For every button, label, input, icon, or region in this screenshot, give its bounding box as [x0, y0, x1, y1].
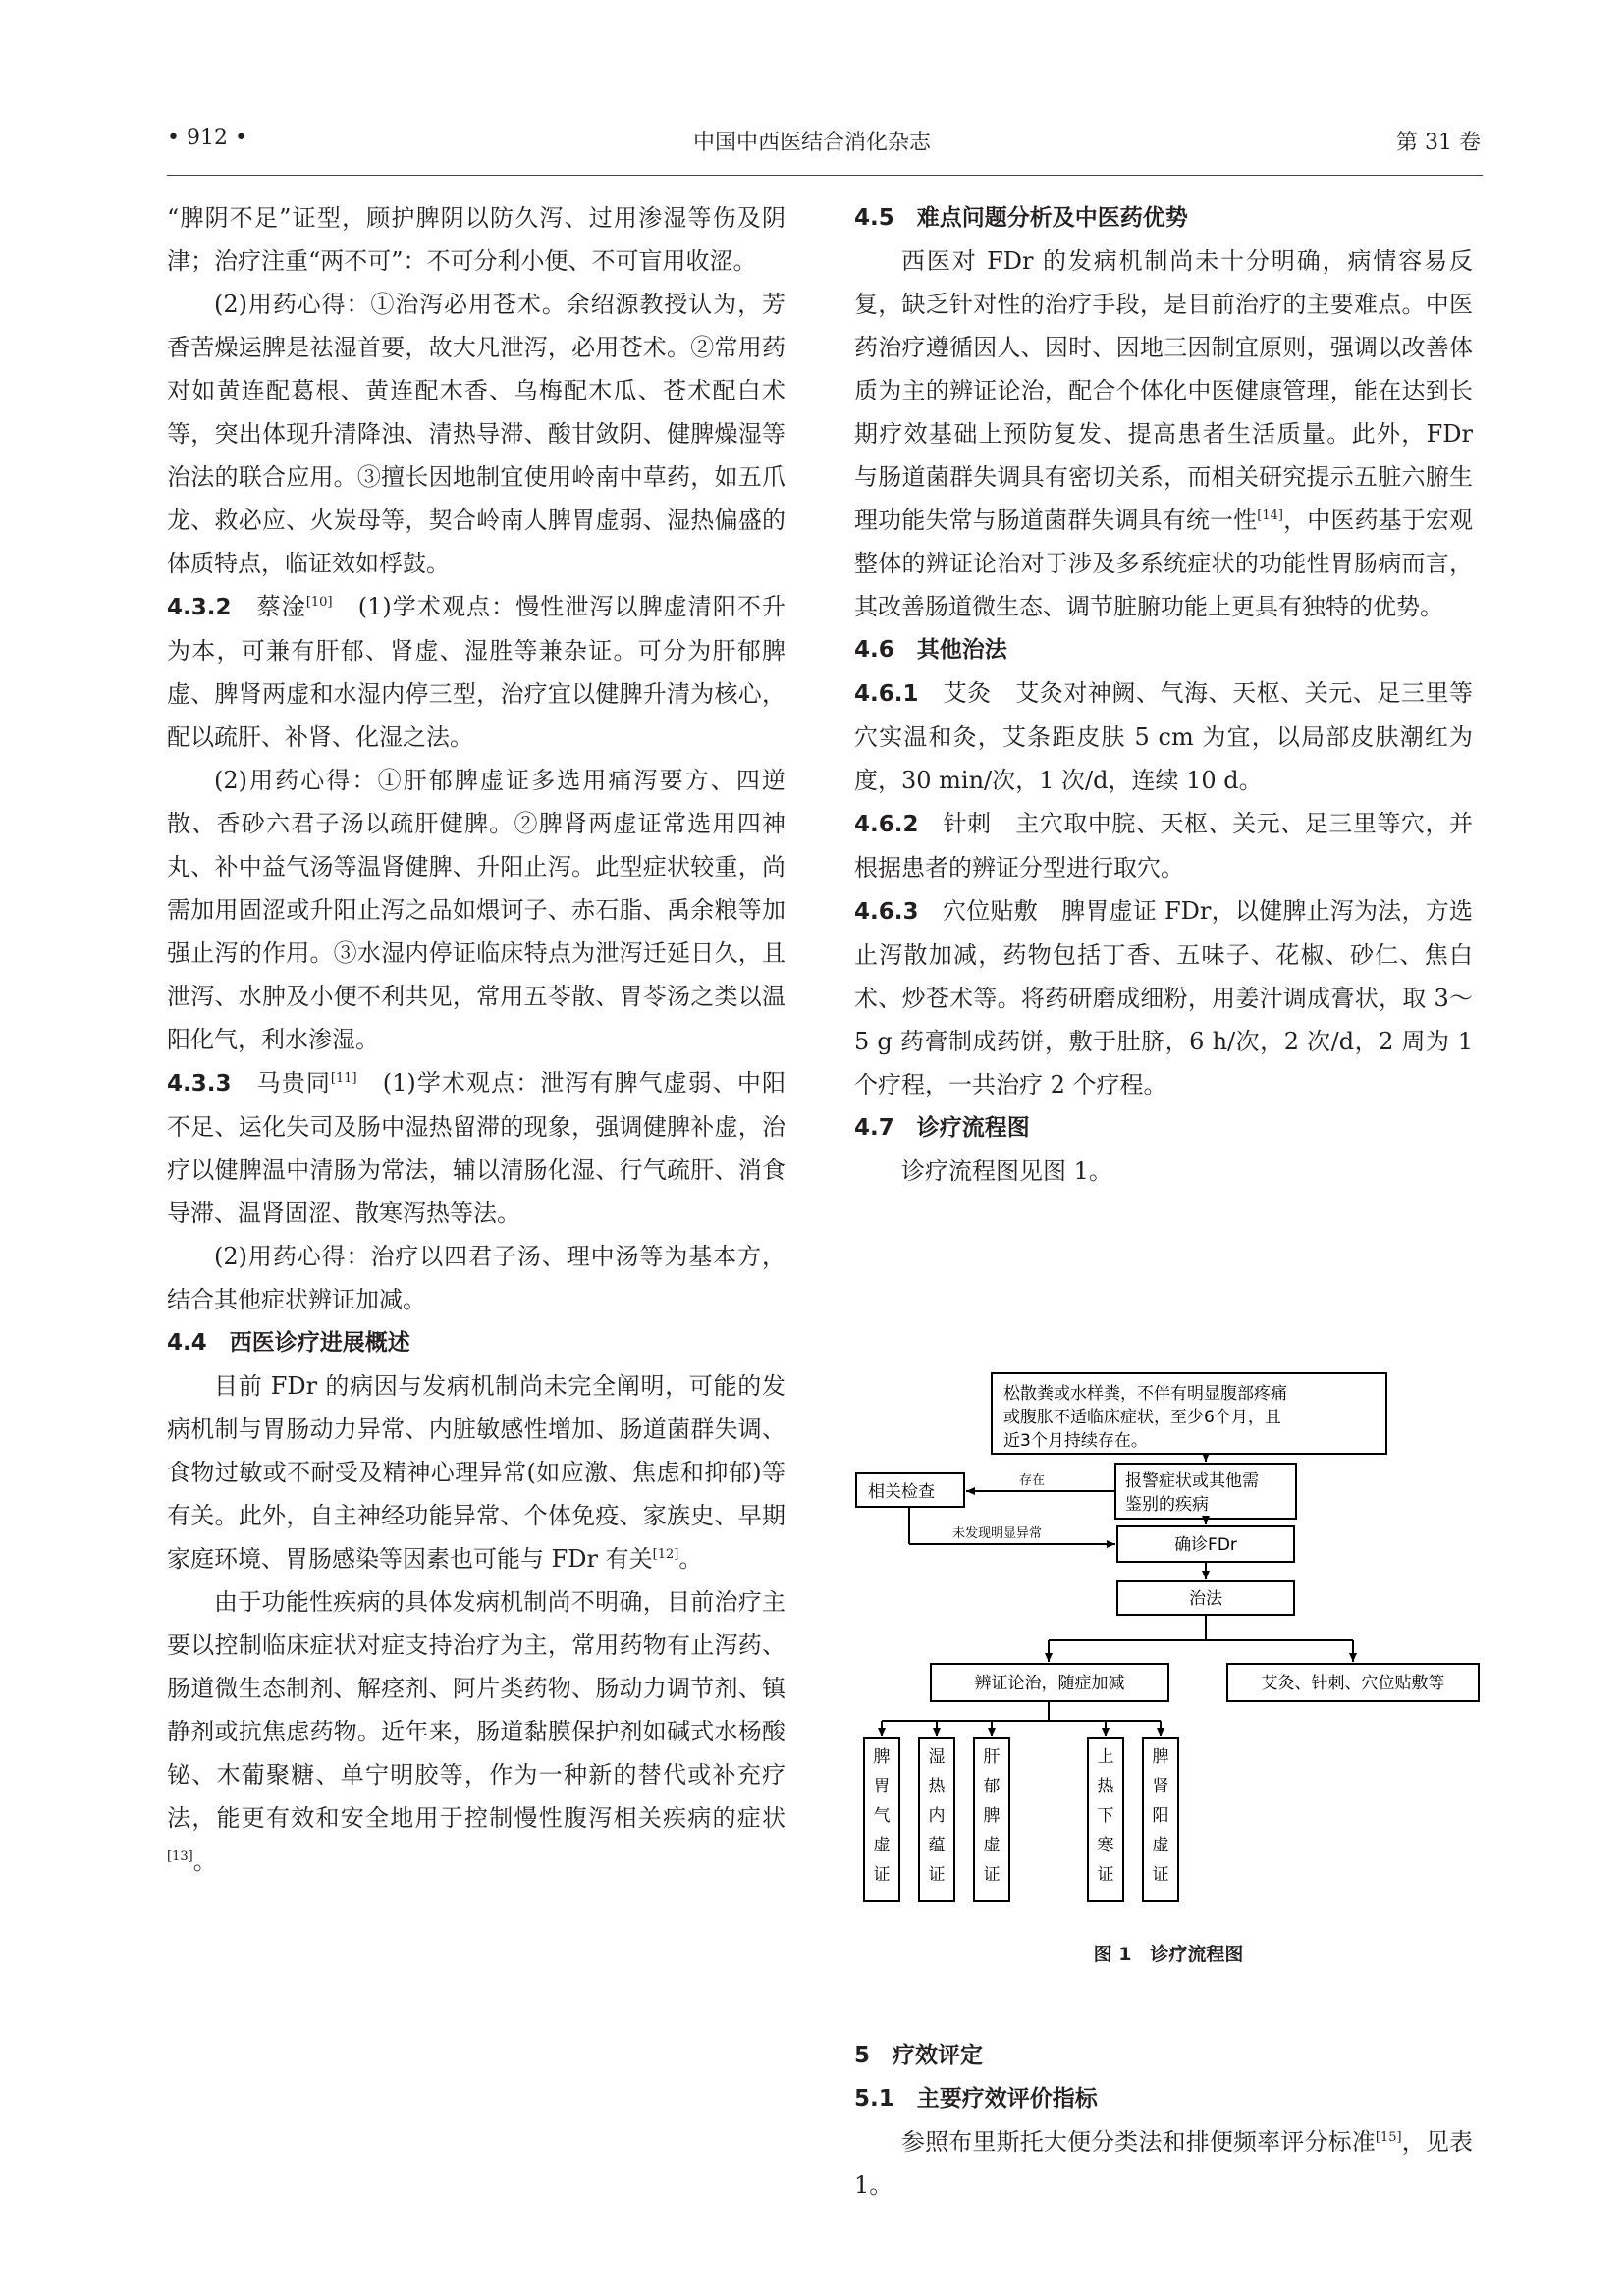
subsection-paragraph: [854, 671, 1473, 802]
paragraph: [854, 240, 1473, 628]
heading-text: 主要疗效评价指标: [916, 2086, 1098, 2111]
other-therapies-label: 艾灸、针刺、穴位贴敷等: [1261, 1674, 1445, 1693]
confirm-fdr-label: 确诊FDr: [1174, 1535, 1237, 1555]
syndrome-label-5: 脾肾阳虚证: [1152, 1747, 1169, 1885]
paragraph-text: 主穴取中脘、天枢、关元、足三里等穴，并根据患者的辨证分型进行取穴。: [854, 810, 1474, 881]
left-column: [167, 196, 785, 1883]
criteria-line-1: 松散粪或水样粪，不伴有明显腹部疼痛: [1003, 1384, 1287, 1404]
criteria-line-2: 或腹胀不适临床症状，至少6个月，且: [1003, 1408, 1281, 1427]
subsection-name: 蔡淦: [256, 593, 306, 620]
treatment-label: 治法: [1189, 1589, 1222, 1609]
citation: [11]: [330, 1071, 357, 1086]
subsection-number: 4.3.2: [167, 595, 232, 620]
paragraph-text: (2)用药心得：①治泻必用苍术。余绍源教授认为，芳香苦燥运脾是祛湿首要，故大凡泄泻，必用苍术。②常用药对如黄连配葛根、黄连配木香、乌梅配木瓜、苍术配白术等，突出体现升清降浊、清热导滞、酸甘敛阴、健脾燥湿等治法的联合应用。③擅长因地制宜使用岭南中草药，如五爪龙、救必应、火炭母等，契合岭南人脾胃虚弱、湿热偏盛的体质特点，临证效如桴鼓。: [167, 291, 785, 577]
right-column-bottom: [854, 2034, 1473, 2207]
paragraph: [167, 1580, 785, 1883]
heading-number: 4.5: [854, 205, 894, 231]
volume-label: 第 31 卷: [1396, 131, 1481, 155]
subsection-paragraph: [167, 585, 785, 759]
figure-caption: 图 1 诊疗流程图: [1093, 1944, 1244, 1965]
section-heading: [854, 2077, 1473, 2120]
criteria-line-3: 近3个月持续存在。: [1003, 1431, 1148, 1451]
citation: [15]: [1375, 2130, 1402, 2145]
heading-text: 难点问题分析及中医药优势: [916, 205, 1188, 231]
paragraph-text: 艾灸对神阙、气海、天枢、关元、足三里等穴实温和灸，艾条距皮肤 5 cm 为宜，以局部皮肤潮红为度，30 min/次，1 次/d，连续 10 d。: [854, 679, 1474, 794]
diagnosis-flowchart: [854, 1360, 1483, 1909]
syndrome-label-2: 湿热内蕴证: [928, 1747, 946, 1885]
paragraph: [854, 2120, 1473, 2207]
citation: [12]: [652, 1547, 679, 1562]
paragraph-tail: 。: [192, 1847, 217, 1875]
journal-title: 中国中西医结合消化杂志: [692, 131, 931, 155]
citation: [14]: [1257, 508, 1283, 523]
subsection-number: 4.6.1: [854, 681, 919, 707]
subsection-number: 4.6.2: [854, 812, 919, 837]
heading-text: 其他治法: [916, 637, 1007, 663]
section-heading: [854, 628, 1473, 671]
subsection-number: 4.6.3: [854, 899, 919, 925]
tcm-syndrome-label: 辨证论治，随症加减: [974, 1674, 1125, 1693]
paragraph: [167, 196, 785, 283]
section-heading: [167, 1321, 785, 1364]
right-column-top: [854, 196, 1473, 1193]
citation: [10]: [305, 595, 333, 610]
paragraph-text: 目前 FDr 的病因与发病机制尚未完全阐明，可能的发病机制与胃肠动力异常、内脏敏感性增加、肠道菌群失调、食物过敏或不耐受及精神心理异常(如应激、焦虑和抑郁)等有关。此外，自主神经功能异常、个体免疫、家族史、早期家庭环境、胃肠感染等因素也可能与 FDr 有关: [167, 1372, 785, 1573]
paragraph-text: 西医对 FDr 的发病机制尚未十分明确，病情容易反复，缺乏针对性的治疗手段，是目前治疗的主要难点。中医药治疗遵循因人、因时、因地三因制宜原则，强调以改善体质为主的辨证论治，配合个体化中医健康管理，能在达到长期疗效基础上预防复发、提高患者生活质量。此外，FDr 与肠道菌群失调具有密切关系，而相关研究提示五脏六腑生理功能失常与肠道菌群失调具有统一性: [854, 247, 1473, 534]
subsection-name: 艾灸: [943, 679, 992, 707]
alarm-line-2: 鉴别的疾病: [1125, 1495, 1209, 1515]
section-heading: [854, 2034, 1473, 2077]
exists-label: 存在: [1019, 1473, 1046, 1488]
heading-number: 4.6: [854, 637, 894, 663]
paragraph-tail: 。: [678, 1545, 703, 1573]
syndrome-label-3: 肝郁脾虚证: [983, 1747, 1001, 1885]
heading-number: 5: [854, 2043, 871, 2068]
paragraph-text: (1)学术观点：泄泻有脾气虚弱、中阳不足、运化失司及肠中湿热留滞的现象，强调健脾补虚，治疗以健脾温中清肠为常法，辅以清肠化湿、行气疏肝、消食导滞、温肾固涩、散寒泻热等法。: [167, 1069, 786, 1227]
paragraph: [167, 283, 785, 585]
syndrome-label-1: 脾胃气虚证: [873, 1747, 891, 1885]
page-number: • 912 •: [167, 126, 247, 150]
heading-text: 疗效评定: [893, 2043, 984, 2068]
subsection-paragraph: [854, 802, 1473, 889]
alarm-line-1: 报警症状或其他需: [1125, 1471, 1259, 1491]
paragraph-text: “脾阴不足”证型，顾护脾阴以防久泻、过用渗湿等伤及阴津；治疗注重“两不可”：不可分利小便、不可盲用收涩。: [167, 204, 785, 275]
paragraph: [167, 759, 785, 1061]
paragraph: [167, 1364, 785, 1580]
heading-text: 诊疗流程图: [916, 1115, 1030, 1141]
paragraph-tail: ，中医药基于宏观整体的辨证论治对于涉及多系统症状的功能性胃肠病而言，其改善肠道微生态、调节脏腑功能上更具有独特的优势。: [854, 507, 1474, 620]
heading-number: 4.4: [167, 1330, 207, 1356]
paragraph: [854, 1149, 1473, 1193]
subsection-number: 4.3.3: [167, 1071, 232, 1096]
paragraph-text: (2)用药心得：①肝郁脾虚证多选用痛泻要方、四逆散、香砂六君子汤以疏肝健脾。②脾肾两虚证常选用四神丸、补中益气汤等温肾健脾、升阳止泻。此型症状较重，尚需加用固涩或升阳止泻之品如煨诃子、赤石脂、禹余粮等加强止泻的作用。③水湿内停证临床特点为泄泻迁延日久，且泄泻、水肿及小便不利共见，常用五苓散、胃苓汤之类以温阳化气，利水渗湿。: [167, 767, 785, 1053]
citation: [13]: [167, 1849, 193, 1864]
paragraph-text: (2)用药心得：治疗以四君子汤、理中汤等为基本方，结合其他症状辨证加减。: [167, 1243, 785, 1313]
heading-number: 4.7: [854, 1115, 894, 1141]
header-rule: [167, 175, 1483, 176]
heading-text: 西医诊疗进展概述: [229, 1330, 410, 1356]
heading-number: 5.1: [854, 2086, 894, 2111]
no-abnormality-label: 未发现明显异常: [952, 1526, 1043, 1541]
subsection-name: 针刺: [943, 810, 992, 837]
paragraph-text: 诊疗流程图见图 1。: [901, 1157, 1112, 1185]
section-heading: [854, 196, 1473, 240]
subsection-paragraph: [854, 889, 1473, 1106]
subsection-paragraph: [167, 1061, 785, 1235]
paragraph-text: 脾胃虚证 FDr，以健脾止泻为法，方选止泻散加减，药物包括丁香、五味子、花椒、砂仁、焦白术、炒苍术等。将药研磨成细粉，用姜汁调成膏状，取 3～5 g 药膏制成药饼，敷于肚脐，6 h/次，2 次/d，2 周为 1 个疗程，一共治疗 2 个疗程。: [854, 897, 1474, 1098]
paragraph-text: 由于功能性疾病的具体发病机制尚不明确，目前治疗主要以控制临床症状对症支持治疗为主，常用药物有止泻药、肠道微生态制剂、解痉剂、阿片类药物、肠动力调节剂、镇静剂或抗焦虑药物。近年来，肠道黏膜保护剂如碱式水杨酸铋、木葡聚糖、单宁明胶等，作为一种新的替代或补充疗法，能更有效和安全地用于控制慢性腹泻相关疾病的症状: [167, 1588, 785, 1832]
paragraph-text: (1)学术观点：慢性泄泻以脾虚清阳不升为本，可兼有肝郁、肾虚、湿胜等兼杂证。可分为肝郁脾虚、脾肾两虚和水湿内停三型，治疗宜以健脾升清为核心，配以疏肝、补肾、化湿之法。: [167, 593, 786, 751]
paragraph-tail: ，见表 1。: [854, 2128, 1474, 2199]
section-heading: [854, 1106, 1473, 1149]
syndrome-label-4: 上热下寒证: [1097, 1747, 1114, 1885]
subsection-name: 穴位贴敷: [942, 897, 1038, 925]
paragraph-text: 参照布里斯托大便分类法和排便频率评分标准: [901, 2128, 1376, 2156]
subsection-name: 马贵同: [256, 1069, 331, 1096]
paragraph: [167, 1235, 785, 1321]
related-exam-label: 相关检查: [868, 1482, 935, 1502]
